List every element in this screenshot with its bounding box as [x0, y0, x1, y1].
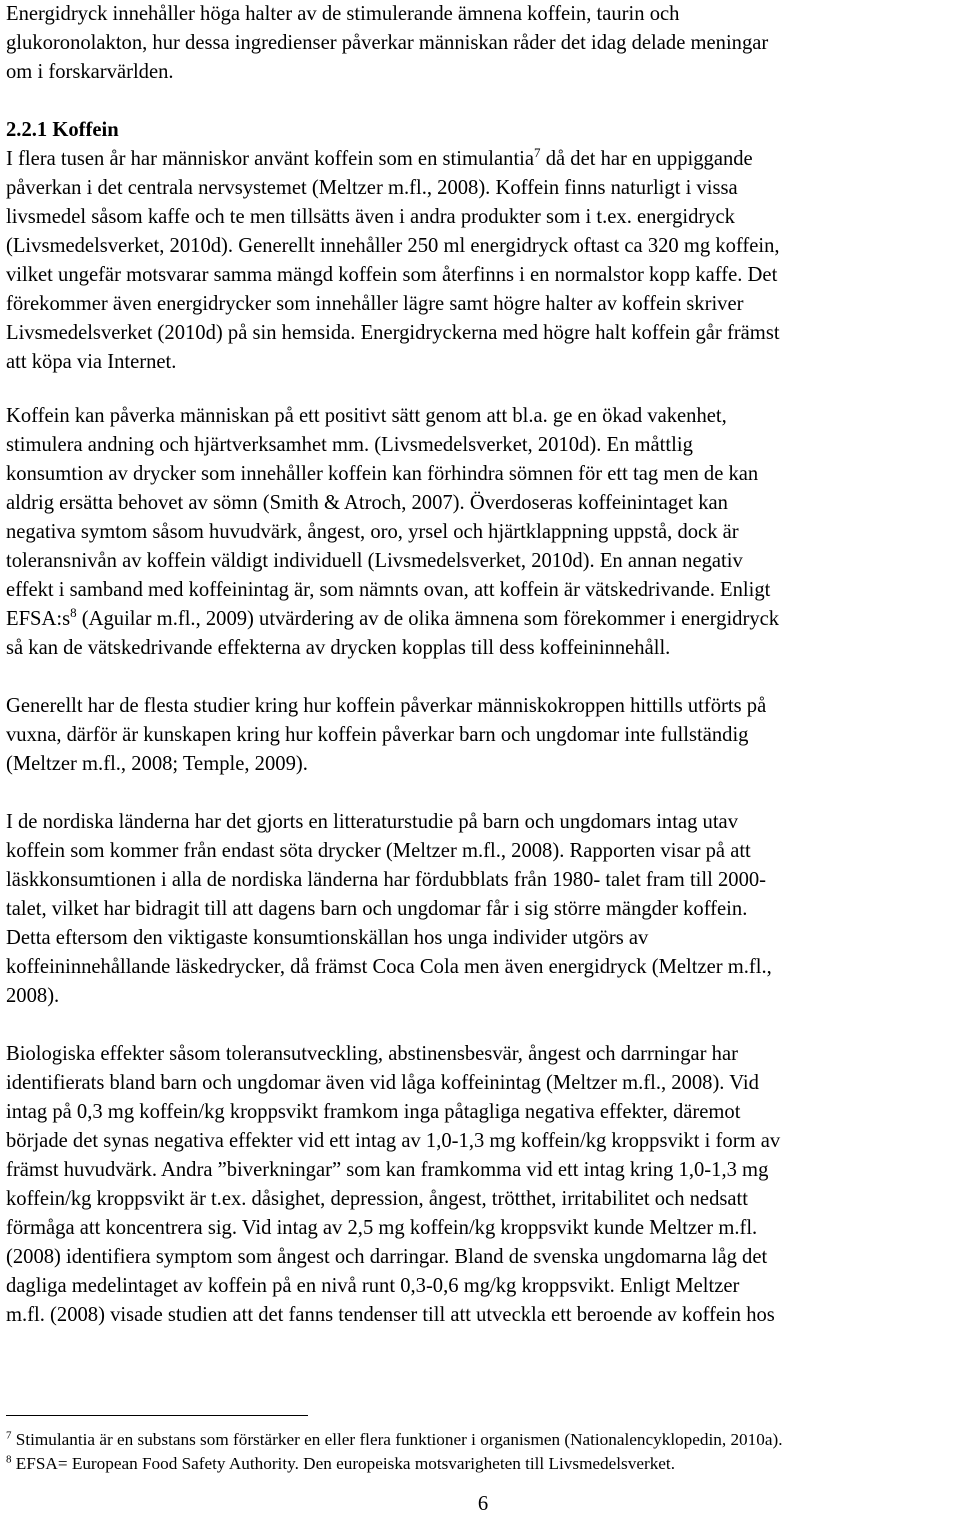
footnote-marker: 7 [6, 1429, 12, 1442]
text-line: Biologiska effekter såsom toleransutveckling, abstinensbesvär, ångest och darrningar har [6, 1043, 738, 1065]
text-line: toleransnivån av koffein väldigt individuell (Livsmedelsverket, 2010d). En annan negativ [6, 550, 743, 572]
text-segment: då det har en uppiggande [540, 148, 753, 170]
text-line: förekommer även energidrycker som innehåller lägre samt högre halter av koffein skriver [6, 293, 744, 315]
text-line: dagliga medelintaget av koffein på en nivå runt 0,3-0,6 mg/kg kroppsvikt. Enligt Meltzer [6, 1275, 740, 1297]
text-segment: I flera tusen år har människor använt koffein som en stimulantia [6, 148, 535, 170]
text-line: Koffein kan påverka människan på ett positivt sätt genom att bl.a. ge en ökad vakenhet, [6, 405, 727, 427]
text-line: m.fl. (2008) visade studien att det fanns tendenser till att utveckla ett beroende av koffein hos [6, 1304, 775, 1326]
paragraph-effects [6, 402, 956, 663]
text-line: koffein/kg kroppsvikt är t.ex. dåsighet, depression, ångest, trötthet, irritabilitet och nedsatt [6, 1188, 748, 1210]
text-line: Detta eftersom den viktigaste konsumtionskällan hos unga individer utgörs av [6, 927, 649, 949]
text-line: effekt i samband med koffeinintag är, som nämnts ovan, att koffein är vätskedrivande. Enligt [6, 579, 771, 601]
text-line: konsumtion av drycker som innehåller koffein kan förhindra sömnen för ett tag men de kan [6, 463, 759, 485]
text-line: Generellt har de flesta studier kring hur koffein påverkar människokroppen hittills utförts på [6, 695, 767, 717]
paragraph-biological [6, 1040, 956, 1330]
text-line: påverkan i det centrala nervsystemet (Meltzer m.fl., 2008). Koffein finns naturligt i vissa [6, 177, 738, 199]
text-line: vuxna, därför är kunskapen kring hur koffein påverkar barn och ungdomar inte fullständig [6, 724, 749, 746]
text-line: började det synas negativa effekter vid ett intag av 1,0-1,3 mg koffein/kg kroppsvikt i form av [6, 1130, 781, 1152]
text-segment: EFSA:s [6, 608, 71, 630]
text-line: Energidryck innehåller höga halter av de stimulerande ämnena koffein, taurin och [6, 3, 680, 25]
text-segment: (Aguilar m.fl., 2009) utvärdering av de olika ämnena som förekommer i energidryck [76, 608, 780, 630]
text-line: om i forskarvärlden. [6, 61, 174, 83]
text-line: så kan de vätskedrivande effekterna av drycken kopplas till dess koffeininnehåll. [6, 637, 671, 659]
text-line [6, 605, 956, 634]
text-line: aldrig ersätta behovet av sömn (Smith & Atroch, 2007). Överdoseras koffeinintaget kan [6, 492, 728, 514]
text-line: främst huvudvärk. Andra ”biverkningar” som kan framkomma vid ett intag kring 1,0-1,3 mg [6, 1159, 769, 1181]
text-line: Livsmedelsverket (2010d) på sin hemsida. Energidryckerna med högre halt koffein går främst [6, 322, 780, 344]
text-line: livsmedel såsom kaffe och te men tillsätts även i andra produkter som i t.ex. energidryck [6, 206, 735, 228]
paragraph-studies [6, 692, 956, 779]
text-line: I de nordiska länderna har det gjorts en litteraturstudie på barn och ungdomars intag utav [6, 811, 738, 833]
text-line: talet, vilket har bidragit till att dagens barn och ungdomar får i sig större mängder koffein. [6, 898, 748, 920]
text-line: förmåga att koncentrera sig. Vid intag av 2,5 mg koffein/kg kroppsvikt kunde Meltzer m.fl. [6, 1217, 758, 1239]
text-line: identifierats bland barn och ungdomar även vid låga koffeinintag (Meltzer m.fl., 2008). Vid [6, 1072, 759, 1094]
footnote-text: EFSA= European Food Safety Authority. Den europeiska motsvarigheten till Livsmedelsverket. [11, 1454, 675, 1473]
text-line: 2008). [6, 985, 60, 1007]
footnotes [6, 1428, 958, 1476]
footnote-text: Stimulantia är en substans som förstärker en eller flera funktioner i organismen (Nationalencyklopedin, 2010a). [11, 1430, 783, 1449]
text-line: att köpa via Internet. [6, 351, 177, 373]
footnote-7 [6, 1428, 958, 1452]
paragraph-nordic [6, 808, 956, 1011]
text-line: stimulera andning och hjärtverksamhet mm. (Livsmedelsverket, 2010d). En måttlig [6, 434, 693, 456]
footnote-marker: 8 [6, 1453, 12, 1466]
section-koffein [6, 116, 956, 377]
text-line: vilket ungefär motsvarar samma mängd koffein som återfinns i en normalstor kopp kaffe. Det [6, 264, 778, 286]
footnote-divider [6, 1415, 308, 1416]
footnote-ref-7: 7 [534, 145, 541, 161]
paragraph-intro [6, 0, 956, 87]
text-line: (Meltzer m.fl., 2008; Temple, 2009). [6, 753, 308, 775]
footnote-ref-8: 8 [70, 605, 77, 621]
text-line [6, 145, 956, 174]
text-line: negativa symtom såsom huvudvärk, ångest, oro, yrsel och hjärtklappning uppstå, dock är [6, 521, 739, 543]
text-line: (2008) identifiera symptom som ångest och darringar. Bland de svenska ungdomarna låg det [6, 1246, 768, 1268]
section-heading: 2.2.1 Koffein [6, 119, 119, 141]
page-number: 6 [477, 1493, 489, 1515]
text-line: (Livsmedelsverket, 2010d). Generellt innehåller 250 ml energidryck oftast ca 320 mg koffein, [6, 235, 780, 257]
text-line: glukoronolakton, hur dessa ingredienser påverkar människan råder det idag delade meningar [6, 32, 769, 54]
text-line: koffeininnehållande läskedrycker, då främst Coca Cola men även energidryck (Meltzer m.fl., [6, 956, 772, 978]
text-line: koffein som kommer från endast söta drycker (Meltzer m.fl., 2008). Rapporten visar på att [6, 840, 751, 862]
footnote-8 [6, 1452, 958, 1476]
text-line: läskkonsumtionen i alla de nordiska länderna har fördubblats från 1980- talet fram till 2000- [6, 869, 767, 891]
text-line: intag på 0,3 mg koffein/kg kroppsvikt framkom inga påtagliga negativa effekter, däremot [6, 1101, 741, 1123]
